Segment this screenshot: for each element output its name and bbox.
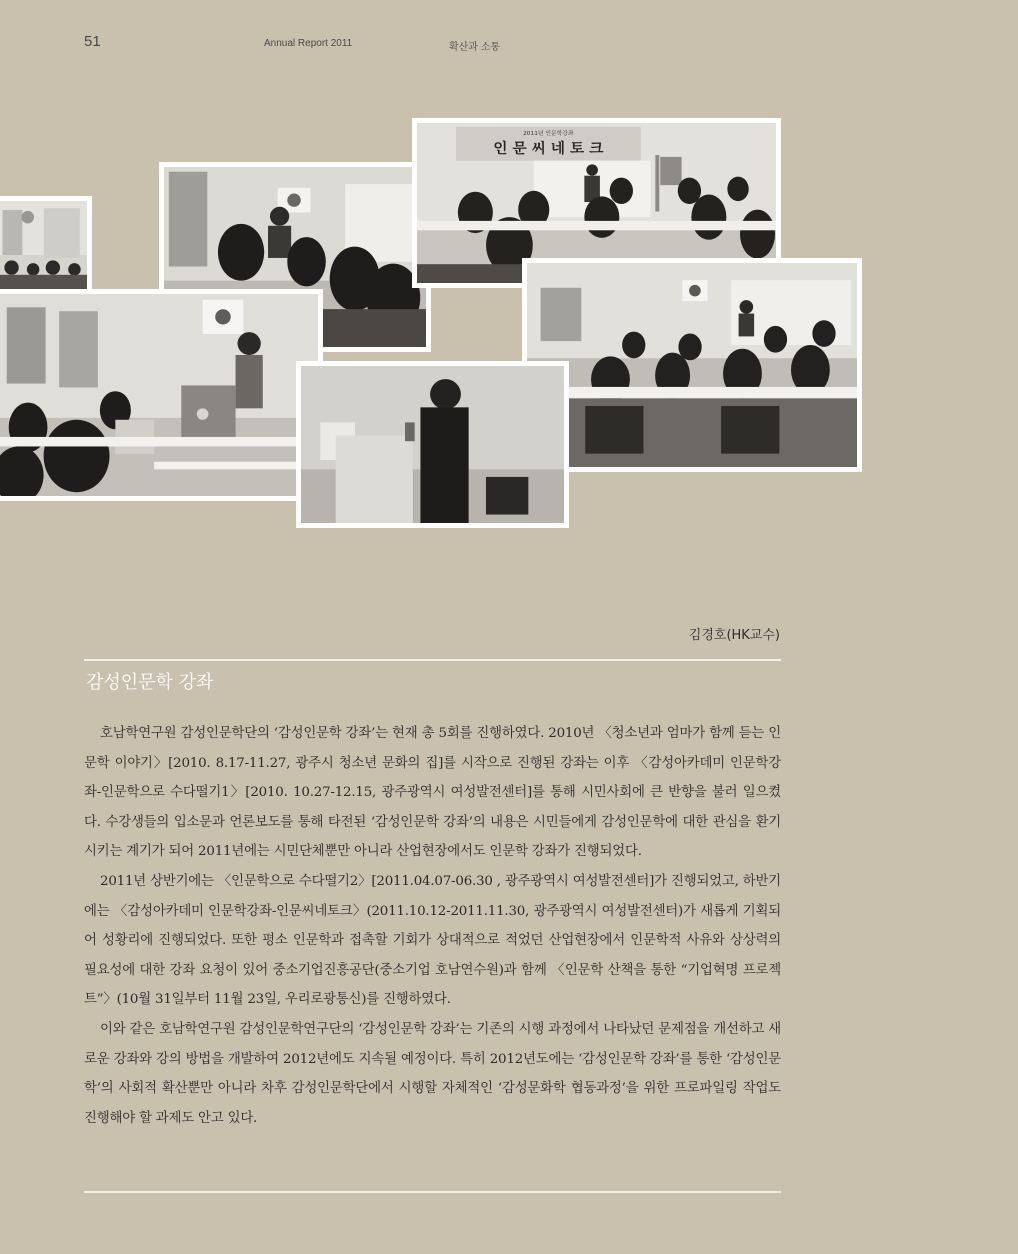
lecture-photo-left-large [0, 289, 323, 501]
article-body [84, 719, 781, 1133]
paragraph: 2011년 상반기에는 〈인문학으로 수다떨기2〉[2011.04.07-06.30 , 광주광역시 여성발전센터]가 진행되었고, 하반기에는 〈감성아카데미 인문학강좌-인문씨네토크〉(2011.10.12-2011.11.30, 광주광역시 여성발전센터)가 새롭게 기획되어 성황리에 진행되었다. 또한 평소 인문학과 접촉할 기회가 상대적으로 적었던 산업현장에서 인문학적 사유와 상상력의 필요성에 대한 강좌 요청이 있어 중소기업진흥공단(중소기업 호남연수원)과 함께 〈인문학 산책을 통한 “기업혁명 프로젝트”〉(10월 31일부터 11월 23일, 우리로광통신)를 진행하였다. [84, 873, 781, 1008]
banner-title-text: 인 문 씨 네 토 크 [493, 141, 604, 158]
report-name: Annual Report 2011 [264, 38, 353, 49]
section-title: 감성인문학 강좌 [86, 672, 214, 693]
author-byline: 김경호(HK교수) [688, 628, 780, 643]
banner-small-text: 2011년 인문학강좌 [523, 131, 574, 138]
lecture-photo-right [522, 258, 862, 472]
paragraph: 이와 같은 호남학연구원 감성인문학연구단의 ‘감성인문학 강좌’는 기존의 시행 과정에서 나타났던 문제점을 개선하고 새로운 강좌와 강의 방법을 개발하여 2012년에도 지속될 예정이다. 특히 2012년도에는 ‘감성인문학 강좌’를 통한 ‘감성인문학’의 사회적 확산뿐만 아니라 차후 감성인문학단에서 시행할 자체적인 ‘감성문화학 협동과정’을 위한 프로파일링 작업도 진행해야 할 과제도 안고 있다. [84, 1021, 781, 1126]
page-number: 51 [84, 33, 101, 50]
divider-bottom [84, 1191, 781, 1193]
divider-top [84, 659, 781, 661]
section-name: 확산과 소통 [449, 42, 501, 53]
lecture-photo-far-left [0, 196, 92, 296]
paragraph: 호남학연구원 감성인문학단의 ‘감성인문학 강좌’는 현재 총 5회를 진행하였다. 2010년 〈청소년과 엄마가 함께 듣는 인문학 이야기〉[2010. 8.17-11.27, 광주시 청소년 문화의 집]를 시작으로 진행된 강좌는 이후 〈감성아카데미 인문학강좌-인문학으로 수다떨기1〉[2010. 10.27-12.15, 광주광역시 여성발전센터]를 통해 시민사회에 큰 반향을 불러 일으켰다. 수강생들의 입소문과 언론보도를 통해 타전된 ‘감성인문학 강좌’의 내용은 시민들에게 감성인문학에 대한 관심을 환기시키는 계기가 되어 2011년에는 시민단체뿐만 아니라 산업현장에서도 인문학 강좌가 진행되었다. [84, 726, 781, 860]
lecture-photo-speaker-closeup [296, 361, 569, 528]
